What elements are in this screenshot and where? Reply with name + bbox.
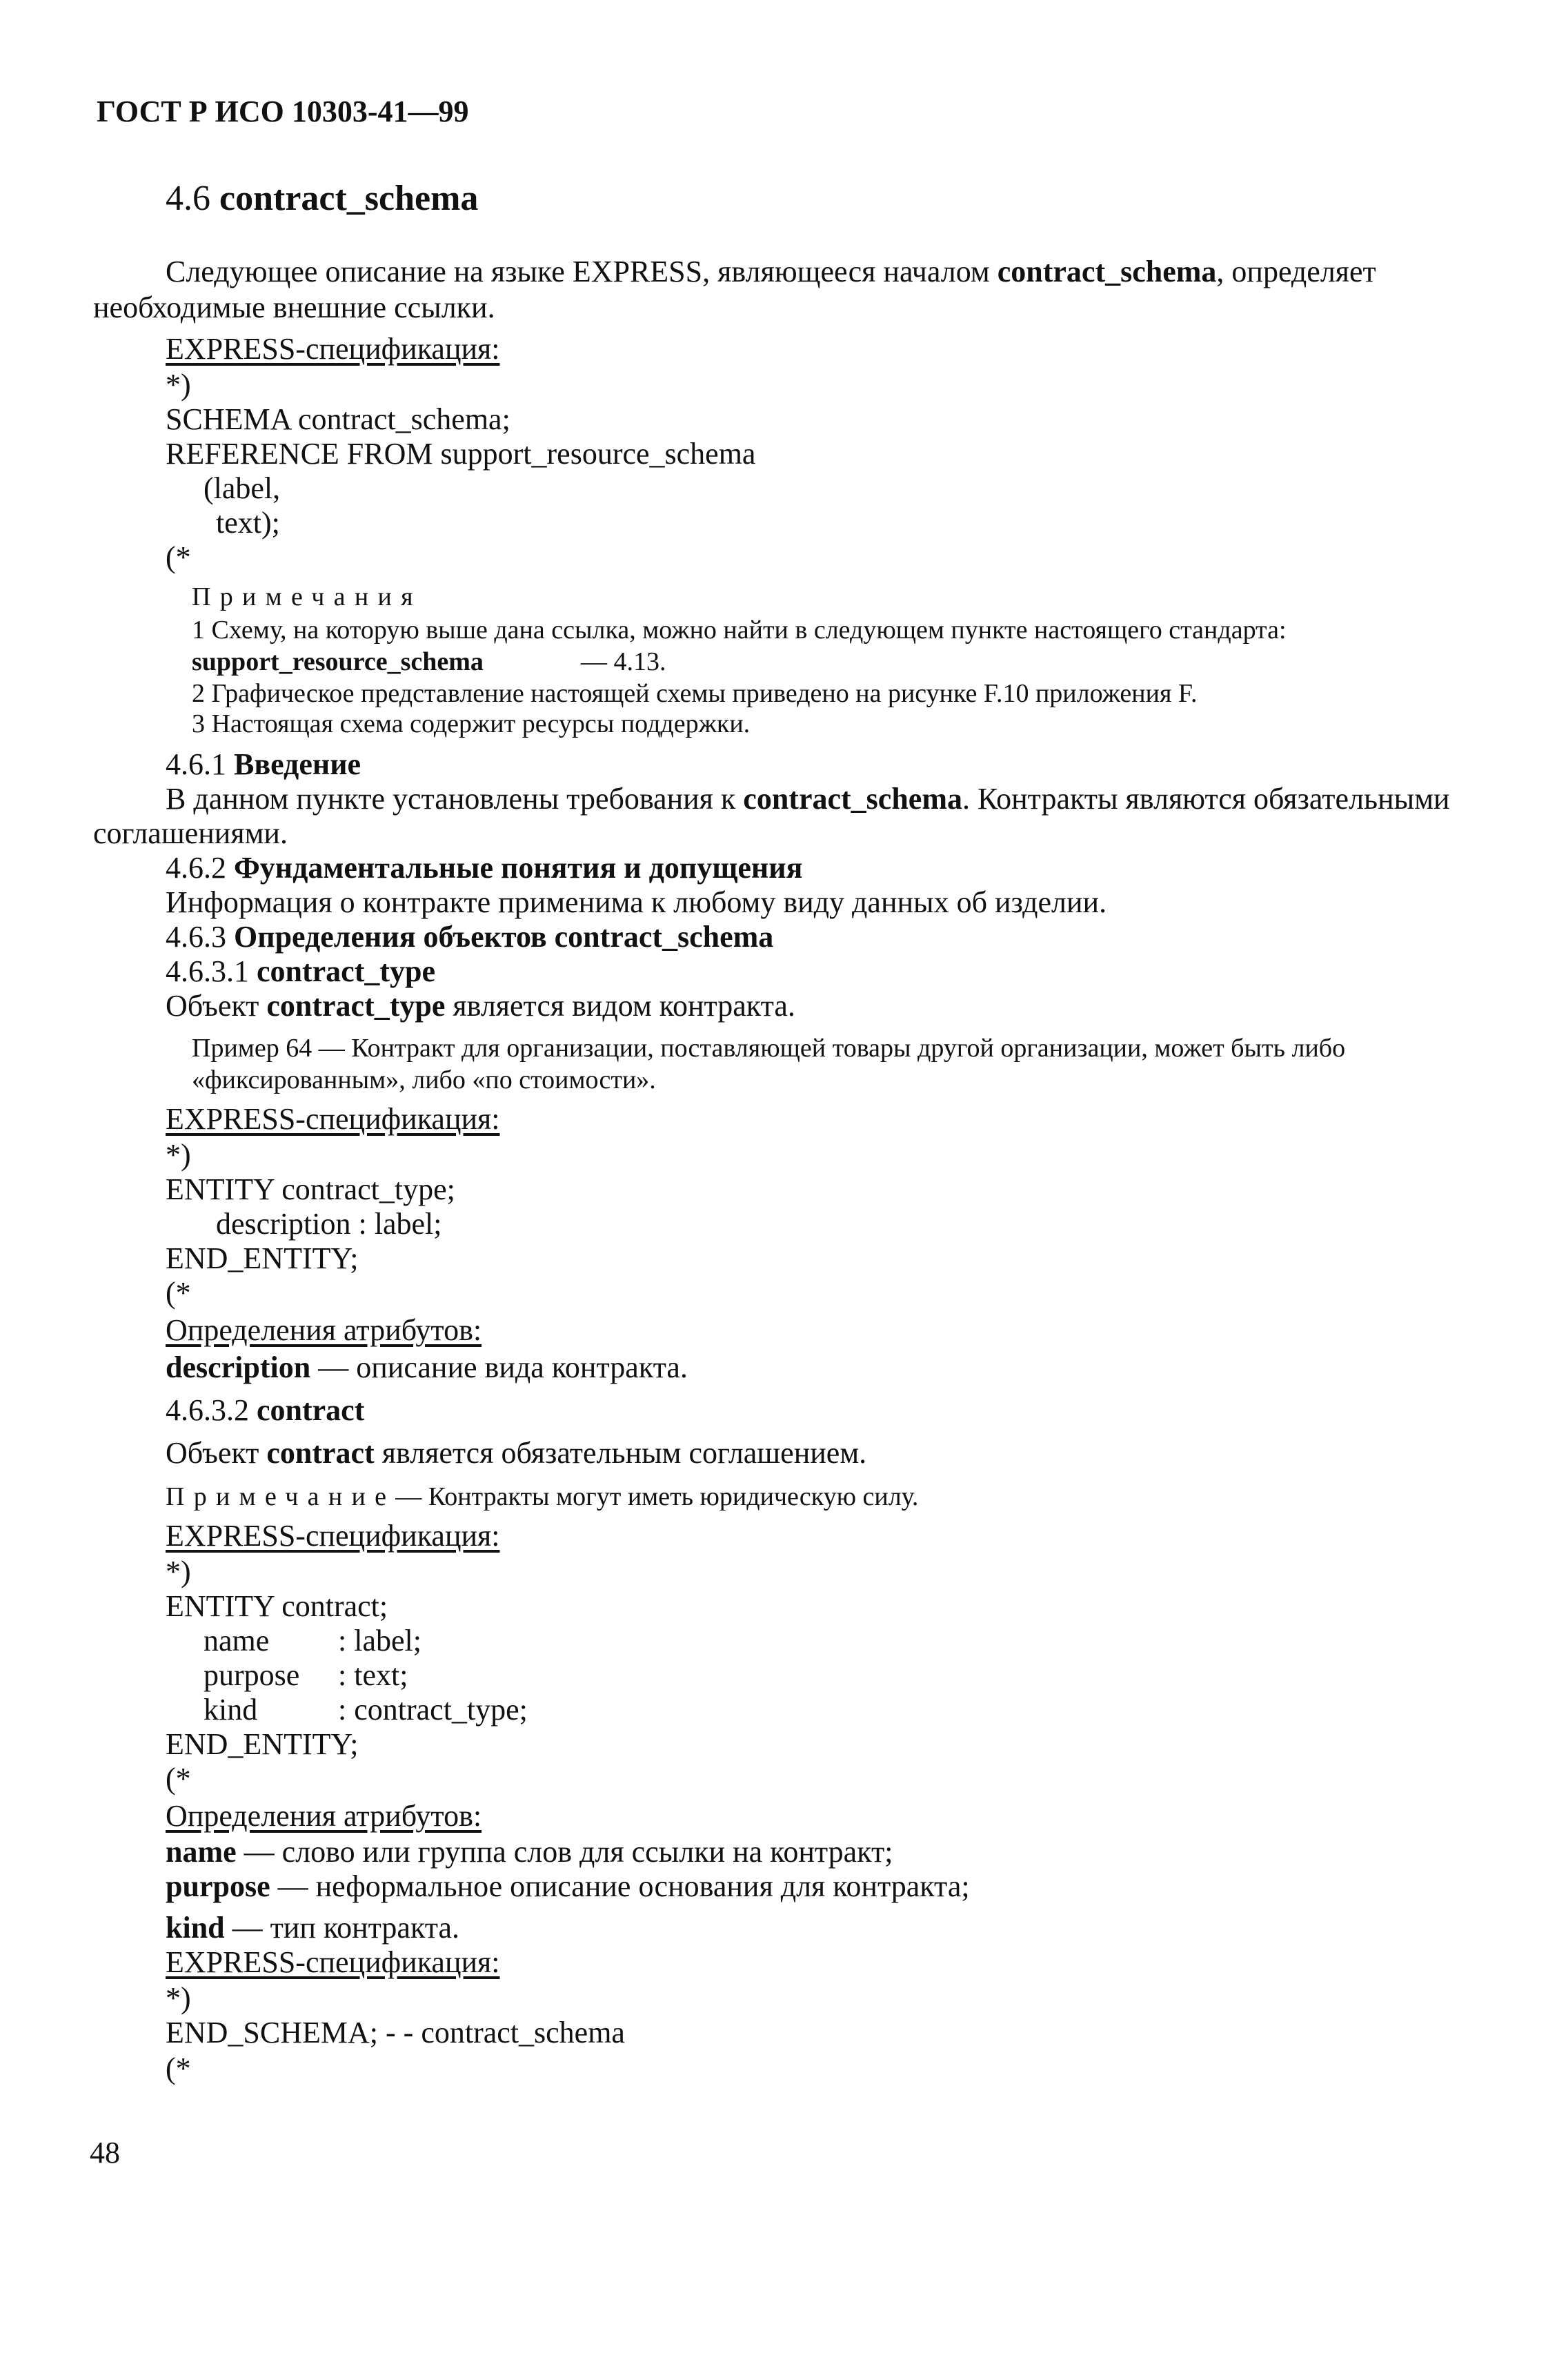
attr-label-3: Определения атрибутов:: [166, 1799, 482, 1833]
example-line-1: Пример 64 — Контракт для организации, поставляющей товары другой организации, может быть либо: [192, 1034, 1346, 1063]
express-line: text);: [216, 506, 280, 540]
s461-text-a: В данном пункте установлены требования к: [166, 782, 744, 816]
note-text: — Контракты могут иметь юридическую силу.: [395, 1482, 919, 1511]
note-2: 2 Графическое представление настоящей схемы приведено на рисунке F.10 приложения F.: [192, 679, 1198, 708]
express-open-2: *): [166, 1138, 191, 1172]
s4631-text: [166, 991, 795, 1021]
heading-title: Определения объектов contract_schema: [234, 920, 774, 954]
express-label-1: EXPRESS-спецификация:: [166, 332, 500, 366]
heading-title: contract_type: [257, 954, 436, 988]
heading-title: Введение: [234, 747, 361, 781]
intro-text-a: Следующее описание на языке EXPRESS, являющееся началом: [166, 255, 998, 288]
express-line: ENTITY contract_type;: [166, 1172, 455, 1206]
express-line: (label,: [204, 471, 281, 505]
section-name: contract_schema: [219, 179, 479, 218]
attr-def: [166, 1837, 893, 1867]
section-number: 4.6: [166, 179, 210, 218]
s461-line-1: [166, 784, 1450, 814]
heading-4-6-2: [166, 853, 802, 883]
attr-def: [166, 1871, 970, 1902]
heading-number: 4.6.3: [166, 920, 234, 954]
entity-attr-type: : text;: [338, 1658, 408, 1692]
entity-attr-type: : contract_type;: [338, 1693, 528, 1727]
express-line: REFERENCE FROM support_resource_schema: [166, 437, 756, 471]
note-1-schema: support_resource_schema: [192, 647, 484, 676]
section-title: [166, 181, 478, 217]
heading-4-6-3-1: [166, 956, 435, 987]
s4631-text-c: является видом контракта.: [445, 989, 795, 1023]
attr-name: name: [166, 1835, 237, 1869]
intro-line-2: необходимые внешние ссылки.: [93, 291, 495, 324]
express-line: SCHEMA contract_schema;: [166, 402, 510, 436]
s4631-entity-name: contract_type: [266, 989, 446, 1023]
s4632-note: [166, 1484, 918, 1510]
heading-number: 4.6.2: [166, 851, 234, 885]
notes-heading: Примечания: [192, 582, 422, 611]
attr-name: purpose: [166, 1869, 270, 1903]
s461-line-2: соглашениями.: [93, 816, 288, 850]
note-1-line-1: 1 Схему, на которую выше дана ссылка, можно найти в следующем пункте настоящего стандарта:: [192, 616, 1287, 645]
s4631-text-a: Объект: [166, 989, 267, 1023]
express-open-3: *): [166, 1555, 191, 1589]
express-open-4: *): [166, 1981, 191, 2015]
heading-4-6-3-2: [166, 1395, 364, 1426]
express-close-3: (*: [166, 1762, 191, 1796]
note-label: Примечание: [166, 1482, 396, 1511]
note-1-ref: — 4.13.: [581, 647, 666, 676]
attr-desc: — слово или группа слов для ссылки на контракт;: [236, 1835, 893, 1869]
entity-attr-name: kind: [204, 1693, 258, 1727]
heading-4-6-1: [166, 749, 361, 780]
s4632-entity-name: contract: [266, 1436, 375, 1470]
heading-number: 4.6.1: [166, 747, 234, 781]
attr-def: [166, 1350, 688, 1384]
express-end-schema: END_SCHEMA; - - contract_schema: [166, 2016, 625, 2049]
attr-desc: — тип контракта.: [224, 1911, 460, 1945]
heading-number: 4.6.3.1: [166, 954, 257, 988]
s4632-text: [166, 1438, 866, 1468]
express-label-3: EXPRESS-спецификация:: [166, 1519, 500, 1553]
s4632-text-c: является обязательным соглашением.: [374, 1436, 867, 1470]
s462-text: Информация о контракте применима к любому виду данных об изделии.: [166, 885, 1107, 919]
express-label-2: EXPRESS-спецификация:: [166, 1102, 500, 1136]
express-end: END_ENTITY;: [166, 1727, 359, 1761]
express-open-1: *): [166, 368, 191, 402]
attr-name: description: [166, 1350, 311, 1384]
attr-desc: — описание вида контракта.: [310, 1350, 688, 1384]
s461-text-c: . Контракты являются обязательными: [962, 782, 1450, 816]
intro-line-1: [166, 257, 1376, 287]
express-close-2: (*: [166, 1276, 191, 1310]
attr-desc: — неформальное описание основания для контракта;: [270, 1869, 970, 1903]
s461-schema-name: contract_schema: [743, 782, 962, 816]
express-entity: ENTITY contract;: [166, 1589, 388, 1623]
express-line: description : label;: [216, 1207, 442, 1241]
attr-def: [166, 1913, 459, 1943]
express-close-4: (*: [166, 2052, 191, 2085]
heading-title: contract: [257, 1393, 365, 1427]
express-close-1: (*: [166, 540, 191, 574]
heading-4-6-3: [166, 922, 773, 952]
entity-attr-name: name: [204, 1624, 270, 1658]
entity-attr-name: purpose: [204, 1658, 300, 1692]
attr-name: kind: [166, 1911, 225, 1945]
heading-title: Фундаментальные понятия и допущения: [234, 851, 803, 885]
note-3: 3 Настоящая схема содержит ресурсы поддержки.: [192, 709, 751, 738]
entity-attr-type: : label;: [338, 1624, 421, 1658]
s4632-text-a: Объект: [166, 1436, 267, 1470]
page-number: 48: [90, 2136, 120, 2170]
express-label-4: EXPRESS-спецификация:: [166, 1945, 500, 1979]
intro-text-c: , определяет: [1216, 255, 1376, 288]
attr-label-2: Определения атрибутов:: [166, 1313, 482, 1347]
intro-schema-name: contract_schema: [997, 255, 1217, 288]
express-line: END_ENTITY;: [166, 1241, 359, 1275]
standard-header: ГОСТ Р ИСО 10303-41—99: [97, 95, 469, 128]
example-line-2: «фиксированным», либо «по стоимости».: [192, 1065, 656, 1094]
heading-number: 4.6.3.2: [166, 1393, 257, 1427]
